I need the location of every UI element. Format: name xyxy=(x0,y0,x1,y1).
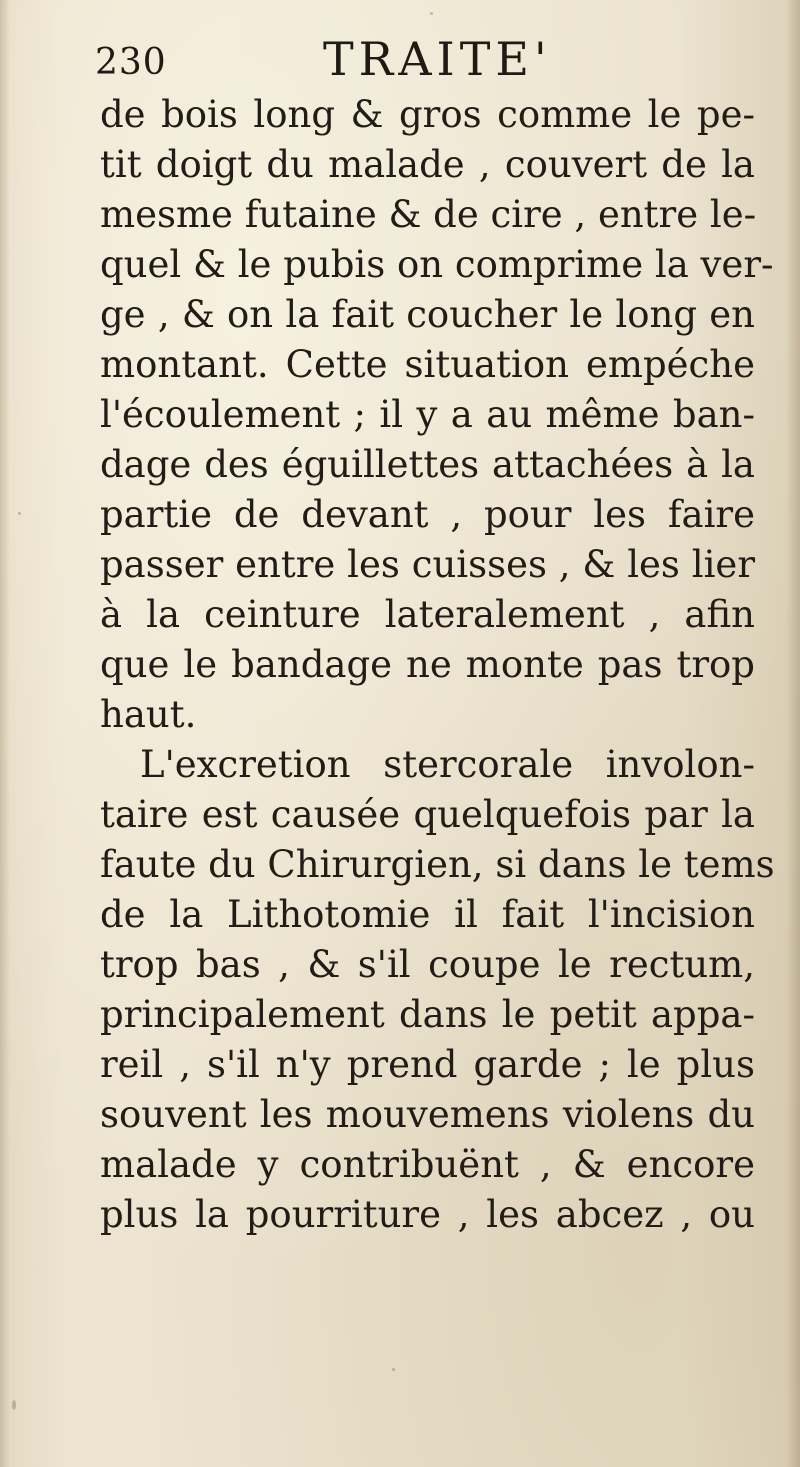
page-header xyxy=(95,28,755,88)
text-line: de la Lithotomie il fait l'incision xyxy=(100,893,755,936)
text-line: tit doigt du malade , couvert de la xyxy=(100,143,755,186)
paper-speck xyxy=(430,12,433,15)
text-line: quel & le pubis on comprime la ver- xyxy=(100,243,774,286)
text-line: ge , & on la fait coucher le long en xyxy=(100,293,755,336)
text-line: de bois long & gros comme le pe- xyxy=(100,93,755,136)
paper-speck xyxy=(18,512,21,515)
paper-speck xyxy=(12,1400,16,1410)
text-line: plus la pourriture , les abcez , ou xyxy=(100,1193,755,1236)
text-line: malade y contribuënt , & encore xyxy=(100,1143,755,1186)
text-line: l'écoulement ; il y a au même ban- xyxy=(100,393,755,436)
text-line: montant. Cette situation empéche xyxy=(100,343,755,386)
text-line: principalement dans le petit appa- xyxy=(100,993,755,1036)
text-line: partie de devant , pour les faire xyxy=(100,493,755,536)
body-text xyxy=(100,90,775,1240)
text-line: mesme futaine & de cire , entre le- xyxy=(100,193,757,236)
running-title: TRAITE' xyxy=(323,32,552,86)
paragraph-end-line: haut. xyxy=(100,693,197,736)
text-line: que le bandage ne monte pas trop xyxy=(100,643,755,686)
text-line: passer entre les cuisses , & les lier xyxy=(100,543,755,586)
page-gutter-shadow xyxy=(0,0,10,1467)
text-line: trop bas , & s'il coupe le rectum, xyxy=(100,943,755,986)
text-line: dage des éguillettes attachées à la xyxy=(100,443,755,486)
paper-speck xyxy=(392,1368,395,1371)
text-line: à la ceinture lateralement , afin xyxy=(100,593,755,636)
text-line: reil , s'il n'y prend garde ; le plus xyxy=(100,1043,755,1086)
text-line: faute du Chirurgien, si dans le tems xyxy=(100,843,775,886)
page-edge-shadow xyxy=(786,0,800,1467)
paragraph-start-line: L'excretion stercorale involon- xyxy=(140,743,755,786)
page-number: 230 xyxy=(95,42,167,83)
text-line: souvent les mouvemens violens du xyxy=(100,1093,755,1136)
text-line: taire est causée quelquefois par la xyxy=(100,793,755,836)
